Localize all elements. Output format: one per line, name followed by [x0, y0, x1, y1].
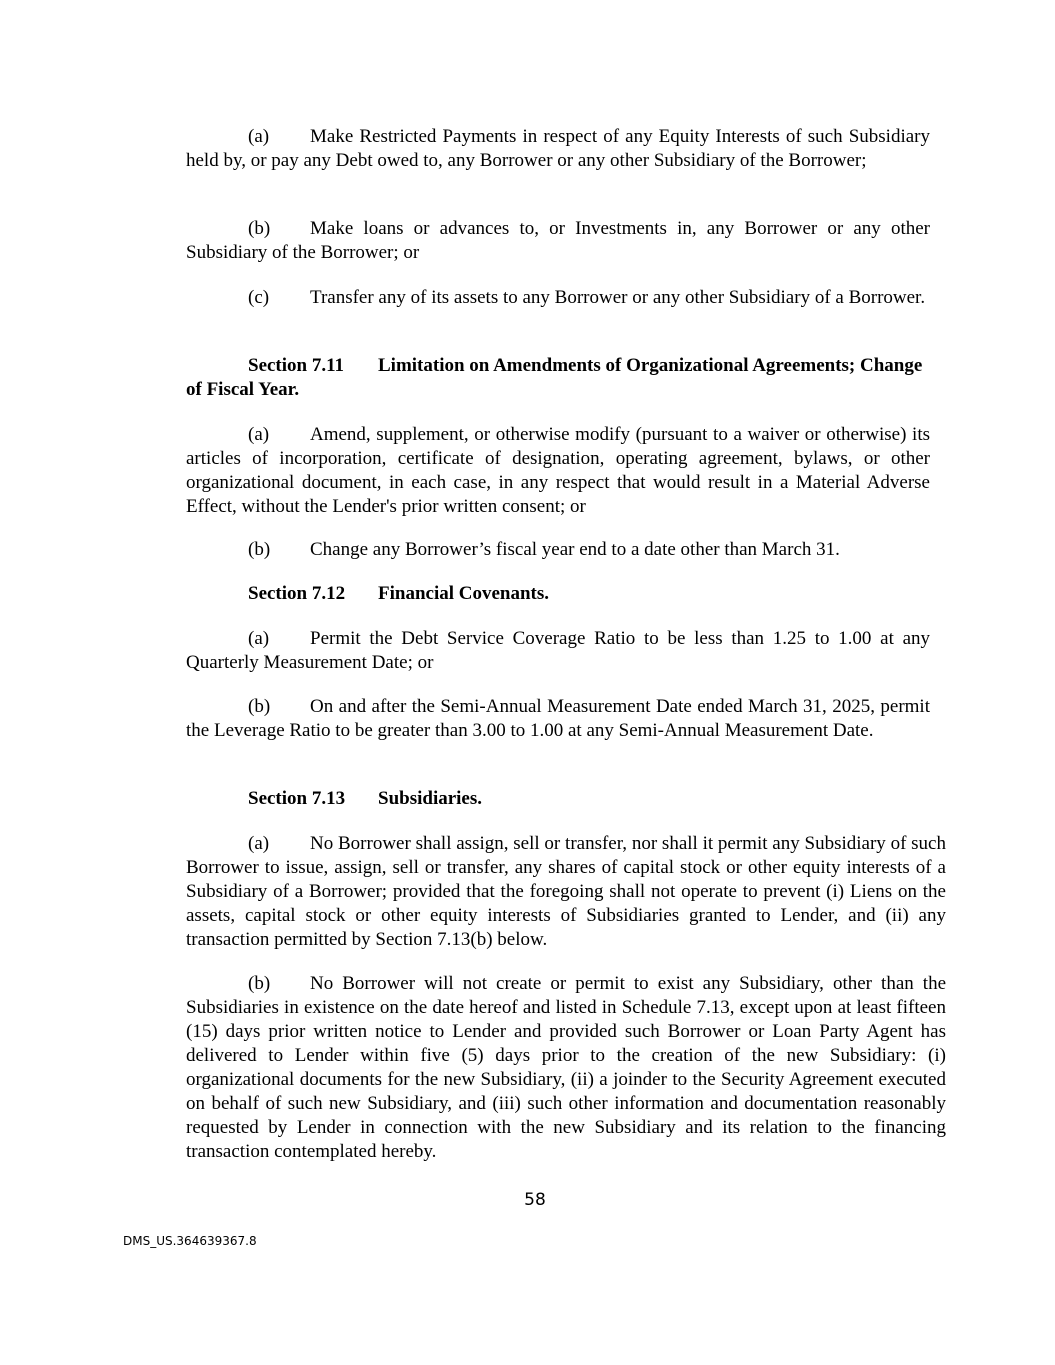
section-number: Section 7.13 [248, 788, 346, 809]
page-number: 58 [524, 1190, 546, 1210]
clause-7-10-a [186, 125, 930, 173]
clause-7-10-c [186, 286, 930, 310]
clause-text: No Borrower will not create or permit to exist any Subsidiary, other than the Subsidiaries in existence on the date hereof and listed in Schedule 7.13, except upon at least fifteen (15) days prior written notice to Lender and provided such Borrower or Loan Party Agent has delivered to Lender within five (5) days prior to the creation of the new Subsidiary: (i) organizational documents for the new Subsidiary, (ii) a joinder to the Security Agreement executed on behalf of such new Subsidiary, and (iii) such other information and documentation reasonably requested by Lender in connection with the new Subsidiary and its relation to the financing transaction contemplated hereby. [186, 973, 946, 1162]
clause-label: (a) [248, 126, 270, 147]
section-heading-7-13 [186, 787, 930, 811]
clause-7-11-a [186, 423, 930, 519]
section-heading-7-11 [186, 354, 930, 402]
clause-text: Permit the Debt Service Coverage Ratio to be less than 1.25 to 1.00 at any Quarterly Measurement Date; or [186, 628, 930, 673]
clause-7-11-b [186, 538, 930, 562]
clause-label: (b) [248, 696, 271, 717]
clause-label: (a) [248, 628, 270, 649]
clause-text: Amend, supplement, or otherwise modify (pursuant to a waiver or otherwise) its articles of incorporation, certificate of designation, operating agreement, bylaws, or other organizational document, in each case, in any respect that would result in a Material Adverse Effect, without the Lender's prior written consent; or [186, 424, 930, 517]
section-number: Section 7.12 [248, 583, 346, 604]
clause-text: Transfer any of its assets to any Borrower or any other Subsidiary of a Borrower. [310, 287, 926, 308]
clause-7-13-b [186, 972, 946, 1164]
clause-label: (a) [248, 424, 270, 445]
section-heading-7-12 [186, 582, 930, 606]
clause-7-10-b [186, 217, 930, 265]
section-number: Section 7.11 [248, 355, 345, 376]
clause-label: (a) [248, 833, 270, 854]
section-title: Financial Covenants. [378, 583, 550, 604]
clause-7-12-a [186, 627, 930, 675]
clause-7-12-b [186, 695, 930, 743]
section-title: Subsidiaries. [378, 788, 483, 809]
clause-text: No Borrower shall assign, sell or transfer, nor shall it permit any Subsidiary of such Borrower to issue, assign, sell or transfer, any shares of capital stock or other equity interests of a Subsidiary of a Borrower; provided that the foregoing shall not operate to prevent (i) Liens on the assets, capital stock or other equity interests of Subsidiaries granted to Lender, and (ii) any transaction permitted by Section 7.13(b) below. [186, 833, 946, 950]
document-id: DMS_US.364639367.8 [123, 1234, 257, 1248]
clause-text: Make Restricted Payments in respect of any Equity Interests of such Subsidiary held by, or pay any Debt owed to, any Borrower or any other Subsidiary of the Borrower; [186, 126, 930, 171]
clause-text: Change any Borrower’s fiscal year end to a date other than March 31. [310, 539, 840, 560]
clause-text: Make loans or advances to, or Investments in, any Borrower or any other Subsidiary of the Borrower; or [186, 218, 930, 263]
section-title: Limitation on Amendments of Organizational Agreements; Change of Fiscal Year. [186, 355, 923, 400]
clause-label: (b) [248, 973, 271, 994]
clause-7-13-a [186, 832, 946, 952]
clause-label: (b) [248, 539, 271, 560]
clause-label: (b) [248, 218, 271, 239]
clause-text: On and after the Semi-Annual Measurement Date ended March 31, 2025, permit the Leverage Ratio to be greater than 3.00 to 1.00 at any Semi-Annual Measurement Date. [186, 696, 930, 741]
clause-label: (c) [248, 287, 270, 308]
